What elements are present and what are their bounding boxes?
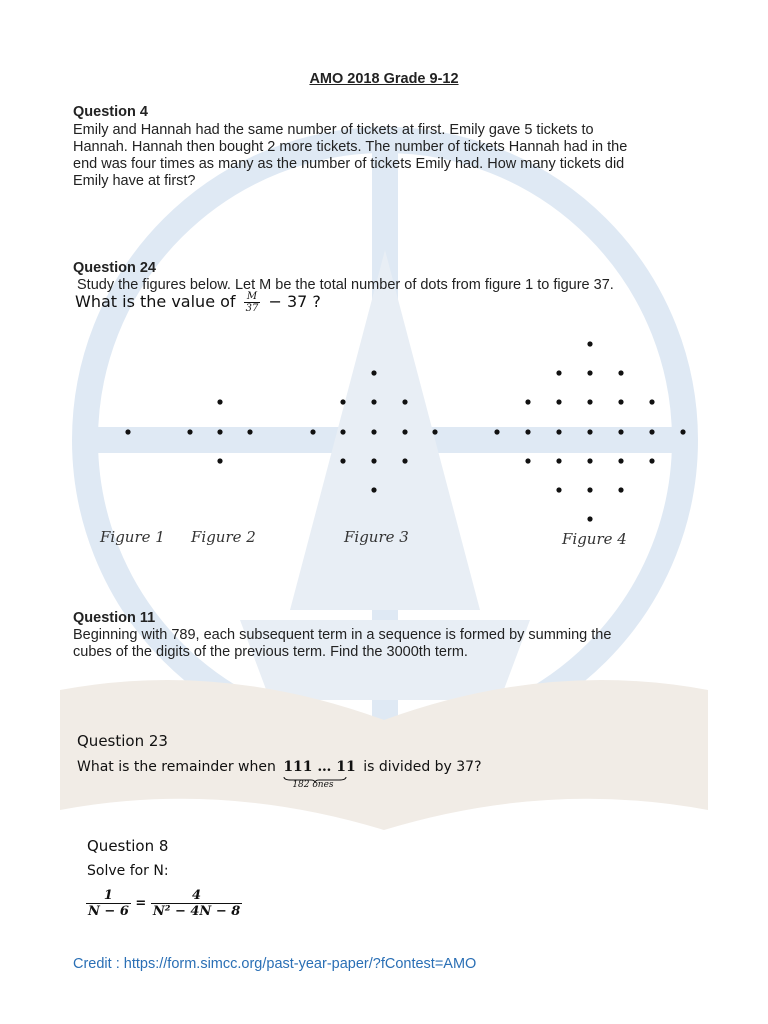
lhs-numerator: 1: [86, 888, 131, 904]
dot: [402, 399, 407, 404]
dot: [618, 487, 623, 492]
figure-4-label: Figure 4: [562, 530, 627, 548]
dot: [217, 429, 222, 434]
dot: [587, 458, 592, 463]
figure-3-label: Figure 3: [344, 528, 409, 546]
dot: [556, 487, 561, 492]
question-8-equation: [86, 888, 242, 919]
dot: [649, 429, 654, 434]
rhs-fraction: [151, 888, 242, 919]
figure-1-label: Figure 1: [100, 528, 165, 546]
question-23-prefix: What is the remainder when: [77, 759, 276, 775]
dot: [217, 458, 222, 463]
question-8-heading: Question 8: [87, 837, 169, 855]
dot: [587, 341, 592, 346]
dot-figures: [0, 330, 768, 530]
question-4-line: Emily have at first?: [73, 173, 196, 189]
question-4-heading: Question 4: [73, 104, 148, 120]
dot: [217, 399, 222, 404]
dot: [587, 399, 592, 404]
question-4-line: Emily and Hannah had the same number of tickets at first. Emily gave 5 tickets to: [73, 122, 594, 138]
dot: [125, 429, 130, 434]
dot: [340, 429, 345, 434]
dot: [556, 458, 561, 463]
repunit-number: [283, 759, 356, 790]
question-4-text: [73, 122, 627, 190]
lhs-denominator: N − 6: [88, 904, 129, 919]
question-11-heading: Question 11: [73, 610, 156, 626]
dot: [310, 429, 315, 434]
dot: [525, 458, 530, 463]
question-23-prompt: [77, 759, 482, 790]
fraction-m-over-37: [244, 291, 261, 314]
dot: [494, 429, 499, 434]
dot: [618, 458, 623, 463]
rhs-numerator: 4: [151, 888, 242, 904]
question-11-text: [73, 627, 611, 661]
question-23-suffix: is divided by 37?: [363, 759, 482, 775]
credit-link[interactable]: Credit : https://form.simcc.org/past-year-paper/?fContest=AMO: [73, 956, 477, 972]
dot: [587, 370, 592, 375]
question-24-line2: [75, 291, 321, 314]
question-23-heading: Question 23: [77, 732, 168, 750]
dot: [618, 429, 623, 434]
question-4-line: end was four times as many as the number of tickets Emily had. How many tickets did: [73, 156, 625, 172]
rhs-denominator: N² − 4N − 8: [152, 904, 241, 919]
question-24-heading: Question 24: [73, 260, 156, 276]
underbrace-label: 182 ones: [292, 780, 334, 790]
dot: [587, 487, 592, 492]
question-4-line: Hannah. Hannah then bought 2 more tickets. The number of tickets Hannah had in the: [73, 139, 628, 155]
figure-2-label: Figure 2: [191, 528, 256, 546]
dot: [371, 429, 376, 434]
dot: [340, 458, 345, 463]
question-8-instruction: Solve for N:: [87, 863, 169, 879]
dot: [556, 429, 561, 434]
dot: [432, 429, 437, 434]
question-24-line1: Study the figures below. Let M be the total number of dots from figure 1 to figure 37.: [77, 277, 614, 293]
dot: [525, 429, 530, 434]
dot: [247, 429, 252, 434]
dot: [371, 399, 376, 404]
fraction-denominator: 37: [245, 303, 259, 314]
dot: [371, 370, 376, 375]
dot: [525, 399, 530, 404]
equals-sign: =: [135, 896, 147, 911]
dot: [556, 399, 561, 404]
dot: [371, 487, 376, 492]
dot: [618, 399, 623, 404]
dot: [587, 429, 592, 434]
dot: [649, 399, 654, 404]
dot: [587, 516, 592, 521]
dot: [618, 370, 623, 375]
question-11-line: cubes of the digits of the previous term. Find the 3000th term.: [73, 644, 468, 660]
question-24-prefix: What is the value of: [75, 292, 236, 311]
repunit-digits: 111 … 11: [283, 759, 356, 775]
question-24-suffix: − 37 ?: [268, 292, 321, 311]
dot: [187, 429, 192, 434]
dot: [556, 370, 561, 375]
question-11-line: Beginning with 789, each subsequent term in a sequence is formed by summing the: [73, 627, 612, 643]
lhs-fraction: [86, 888, 131, 919]
dot: [371, 458, 376, 463]
fraction-numerator: M: [244, 291, 261, 303]
dot: [680, 429, 685, 434]
dot: [340, 399, 345, 404]
page-title: AMO 2018 Grade 9-12: [309, 71, 459, 87]
dot: [402, 458, 407, 463]
dot: [649, 458, 654, 463]
dot: [402, 429, 407, 434]
